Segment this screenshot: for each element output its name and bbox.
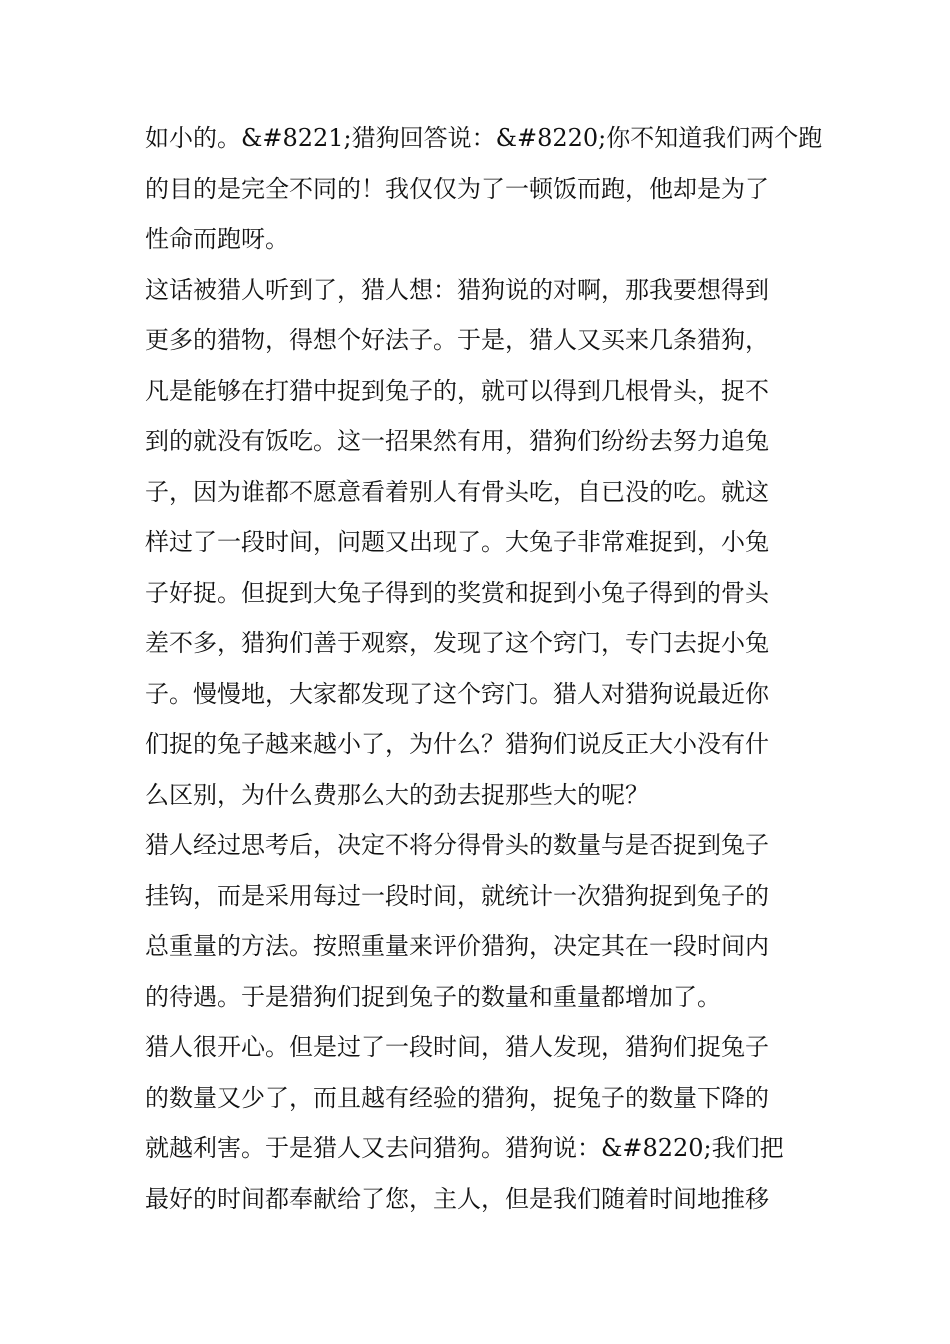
text-line: 性命而跑呀。 bbox=[145, 225, 289, 253]
document-body-text bbox=[145, 113, 823, 1224]
text-line: 么区别，为什么费那么大的劲去捉那些大的呢？ bbox=[145, 780, 649, 809]
text-line: 挂钩，而是采用每过一段时间，就统计一次猎狗捉到兔子的 bbox=[145, 881, 769, 910]
text-line: 如小的。&#8221;猎狗回答说：&#8220;你不知道我们两个跑 bbox=[145, 124, 823, 152]
text-line: 的目的是完全不同的！我仅仅为了一顿饭而跑，他却是为了 bbox=[145, 174, 769, 203]
text-line: 更多的猎物，得想个好法子。于是，猎人又买来几条猎狗， bbox=[145, 326, 769, 354]
text-line: 猎人很开心。但是过了一段时间，猎人发现，猎狗们捉兔子 bbox=[145, 1033, 769, 1061]
text-line: 就越利害。于是猎人又去问猎狗。猎狗说：&#8220;我们把 bbox=[145, 1134, 784, 1162]
text-line: 子好捉。但捉到大兔子得到的奖赏和捉到小兔子得到的骨头 bbox=[145, 578, 769, 607]
text-line: 差不多，猎狗们善于观察，发现了这个窍门，专门去捉小兔 bbox=[145, 629, 769, 657]
text-line: 的数量又少了，而且越有经验的猎狗，捉兔子的数量下降的 bbox=[145, 1083, 769, 1112]
text-line: 总重量的方法。按照重量来评价猎狗，决定其在一段时间内 bbox=[145, 932, 769, 960]
text-line: 猎人经过思考后，决定不将分得骨头的数量与是否捉到兔子 bbox=[145, 831, 769, 859]
text-line: 子。慢慢地，大家都发现了这个窍门。猎人对猎狗说最近你 bbox=[145, 679, 769, 708]
text-line: 样过了一段时间，问题又出现了。大兔子非常难捉到，小兔 bbox=[145, 528, 769, 556]
text-line: 这话被猎人听到了，猎人想：猎狗说的对啊，那我要想得到 bbox=[145, 275, 769, 304]
text-line: 最好的时间都奉献给了您，主人，但是我们随着时间地推移 bbox=[145, 1184, 769, 1213]
text-line: 凡是能够在打猎中捉到兔子的，就可以得到几根骨头，捉不 bbox=[145, 376, 769, 405]
text-line: 到的就没有饭吃。这一招果然有用，猎狗们纷纷去努力追兔 bbox=[145, 427, 769, 455]
text-line: 们捉的兔子越来越小了，为什么？猎狗们说反正大小没有什 bbox=[145, 730, 769, 758]
text-line: 的待遇。于是猎狗们捉到兔子的数量和重量都增加了。 bbox=[145, 982, 721, 1011]
text-line: 子，因为谁都不愿意看着别人有骨头吃，自已没的吃。就这 bbox=[145, 477, 769, 506]
